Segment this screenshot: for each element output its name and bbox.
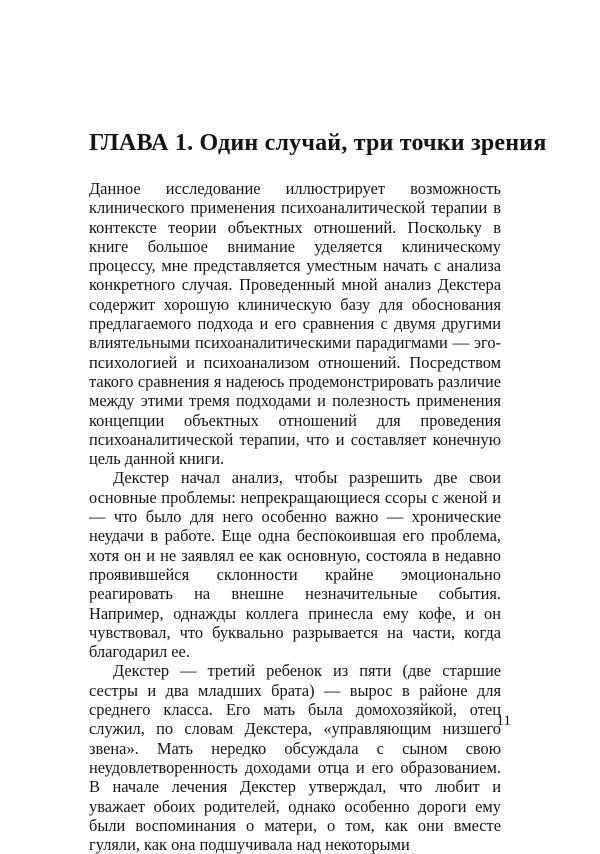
paragraph-3: Декстер — третий ребенок из пяти (две старшие сестры и два младших брата) — вырос в районе для среднего класса. Его мать была домохозяйкой, отец служил, по словам Декстера, «управляющим низшего звена». Мать нередко обсуждала с сыном свою неудовлетворенность доходами отца и его образованием. В начале лечения Декстер утверждал, что любит и уважает обоих родителей, однако особенно дороги ему были воспоминания о матери, о том, как они вместе гуляли, как она подшучивала над некоторыми (89, 661, 501, 854)
body-text (89, 179, 501, 854)
chapter-heading: ГЛАВА 1. Один случай, три точки зрения (89, 130, 547, 156)
paragraph-2: Декстер начал анализ, чтобы разрешить две свои основные проблемы: непрекращающиеся ссоры с женой и — что было для него особенно важно — хронические неудачи в работе. Еще одна беспокоившая его проблема, хотя он и не заявлял ее как основную, состояла в недавно проявившейся склонности крайне эмоционально реагировать на внешне незначительные события. Например, однажды коллега принесла ему кофе, и он чувствовал, что буквально разрывается на части, когда благодарил ее. (89, 468, 501, 662)
paragraph-1: Данное исследование иллюстрирует возможность клинического применения психоаналитической терапии в контексте теории объектных отношений. Поскольку в книге большое внимание уделяется клиническому процессу, мне представляется уместным начать с анализа конкретного случая. Проведенный мной анализ Декстера содержит хорошую клиническую базу для обоснования предлагаемого подхода и его сравнения с двумя другими влиятельными психоаналитическими парадигмами — эго-психологией и психоанализом отношений. Посредством такого сравнения я надеюсь продемонстрировать различие между этими тремя подходами и полезность применения концепции объектных отношений для проведения психоаналитической терапии, что и составляет конечную цель данной книги. (89, 179, 501, 469)
page-number: 11 (496, 713, 511, 729)
